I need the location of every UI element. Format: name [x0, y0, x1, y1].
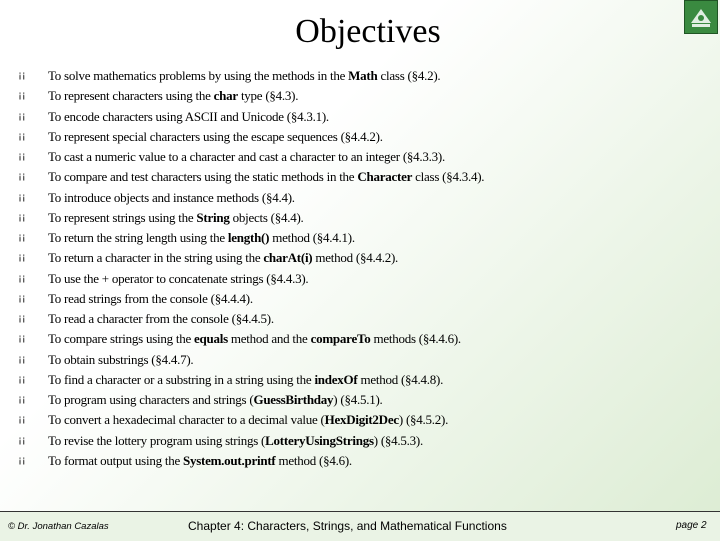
objective-text: class (§4.3.4). [412, 169, 485, 185]
bullet-marker: ¡¡ [18, 151, 26, 162]
objective-text: To compare strings using the [48, 331, 195, 347]
bullet-marker: ¡¡ [18, 110, 26, 122]
objective-text: To convert a hexadecimal character to a decimal value ( [48, 412, 325, 428]
objective-text: method (§4.4.8). [357, 371, 444, 387]
objective-item [18, 66, 484, 86]
objective-item [18, 309, 484, 329]
objective-keyword: System.out.printf [182, 452, 276, 468]
bullet-marker: ¡¡ [18, 90, 26, 102]
bullet-marker: ¡¡ [18, 232, 26, 243]
bullet-marker: ¡¡ [18, 333, 26, 345]
objective-text: To compare and test characters using the static methods in the [48, 169, 358, 185]
objectives-list [18, 66, 484, 471]
objective-text: To find a character or a substring in a string using the [48, 371, 315, 387]
objective-item [18, 390, 484, 410]
bullet-marker: ¡¡ [18, 171, 26, 183]
objective-text: To represent characters using the [48, 88, 214, 104]
objective-text: ) (§4.5.1). [333, 392, 383, 407]
objective-item [18, 350, 484, 370]
objective-keyword: charAt(i) [263, 250, 313, 266]
bullet-marker: ¡¡ [18, 434, 26, 446]
objective-text: To obtain substrings (§4.4.7). [48, 351, 194, 367]
objective-item [18, 228, 484, 248]
objective-keyword: HexDigit2Dec [324, 412, 399, 428]
footer-chapter-title: Chapter 4: Characters, Strings, and Mathematical Functions [188, 519, 507, 533]
objective-keyword: compareTo [310, 331, 371, 347]
objective-text: class (§4.2). [377, 68, 441, 83]
objective-text: objects (§4.4). [229, 209, 304, 225]
objective-item [18, 289, 484, 309]
objective-text: To introduce objects and instance methods (§4.4). [48, 189, 295, 205]
objective-item [18, 329, 484, 349]
objective-keyword: String [196, 209, 230, 225]
bullet-marker: ¡¡ [18, 272, 26, 284]
objective-text: ) (§4.5.2). [398, 412, 449, 428]
bullet-marker: ¡¡ [18, 353, 26, 365]
objective-text: To solve mathematics problems by using the methods in the [48, 68, 349, 83]
objective-item [18, 86, 484, 106]
university-logo-icon [684, 0, 718, 34]
objective-text: method and the [227, 331, 311, 347]
objective-item [18, 167, 484, 187]
objective-text: To represent strings using the [48, 209, 197, 225]
objective-keyword: Character [357, 169, 413, 185]
footer-page-number: page 2 [676, 520, 707, 531]
slide-title: Objectives [295, 13, 441, 50]
bullet-marker: ¡¡ [18, 211, 26, 223]
bullet-marker: ¡¡ [18, 414, 26, 426]
objective-item [18, 147, 484, 167]
objective-text: To read a character from the console (§4.4.5). [48, 311, 274, 326]
objective-item [18, 269, 484, 289]
bullet-marker: ¡¡ [18, 252, 26, 264]
objective-text: To revise the lottery program using strings ( [48, 432, 266, 448]
objective-keyword: char [213, 88, 238, 104]
objective-text: To represent special characters using the escape sequences (§4.4.2). [48, 128, 383, 144]
objective-item [18, 248, 484, 268]
bullet-marker: ¡¡ [18, 70, 26, 81]
objective-text: To program using characters and strings ( [48, 392, 254, 407]
bullet-marker: ¡¡ [18, 394, 26, 405]
objective-text: To read strings from the console (§4.4.4). [48, 290, 253, 306]
objective-item [18, 431, 484, 451]
objective-item [18, 208, 484, 228]
objective-keyword: equals [194, 331, 228, 347]
objective-text: methods (§4.4.6). [370, 331, 461, 347]
objective-text: To format output using the [48, 452, 183, 468]
slide-footer [0, 511, 720, 541]
objective-text: To use the + operator to concatenate strings (§4.4.3). [48, 270, 309, 286]
bullet-marker: ¡¡ [18, 373, 26, 385]
objective-item [18, 370, 484, 390]
objective-keyword: length() [227, 230, 270, 245]
objective-text: To return the string length using the [48, 230, 228, 245]
objective-text: ) (§4.5.3). [373, 432, 423, 448]
objective-text: method (§4.4.2). [312, 250, 399, 266]
footer-author: © Dr. Jonathan Cazalas [8, 521, 109, 532]
objective-text: To cast a numeric value to a character and cast a character to an integer (§4.3.3). [48, 149, 446, 164]
bullet-marker: ¡¡ [18, 130, 26, 142]
objective-text: type (§4.3). [237, 88, 299, 104]
objective-item [18, 127, 484, 147]
objective-item [18, 451, 484, 471]
objective-text: To return a character in the string using the [48, 250, 264, 266]
objective-item [18, 188, 484, 208]
objective-keyword: indexOf [314, 371, 358, 387]
objective-text: method (§4.4.1). [269, 230, 355, 245]
objective-keyword: LotteryUsingStrings [265, 432, 374, 448]
objective-text: method (§4.6). [275, 452, 352, 468]
bullet-marker: ¡¡ [18, 292, 26, 304]
objective-keyword: GuessBirthday [253, 392, 334, 407]
bullet-marker: ¡¡ [18, 454, 26, 466]
objective-item [18, 410, 484, 430]
bullet-marker: ¡¡ [18, 313, 26, 324]
objective-text: To encode characters using ASCII and Unicode (§4.3.1). [48, 108, 329, 124]
objective-keyword: Math [348, 68, 378, 83]
bullet-marker: ¡¡ [18, 191, 26, 203]
objective-item [18, 107, 484, 127]
